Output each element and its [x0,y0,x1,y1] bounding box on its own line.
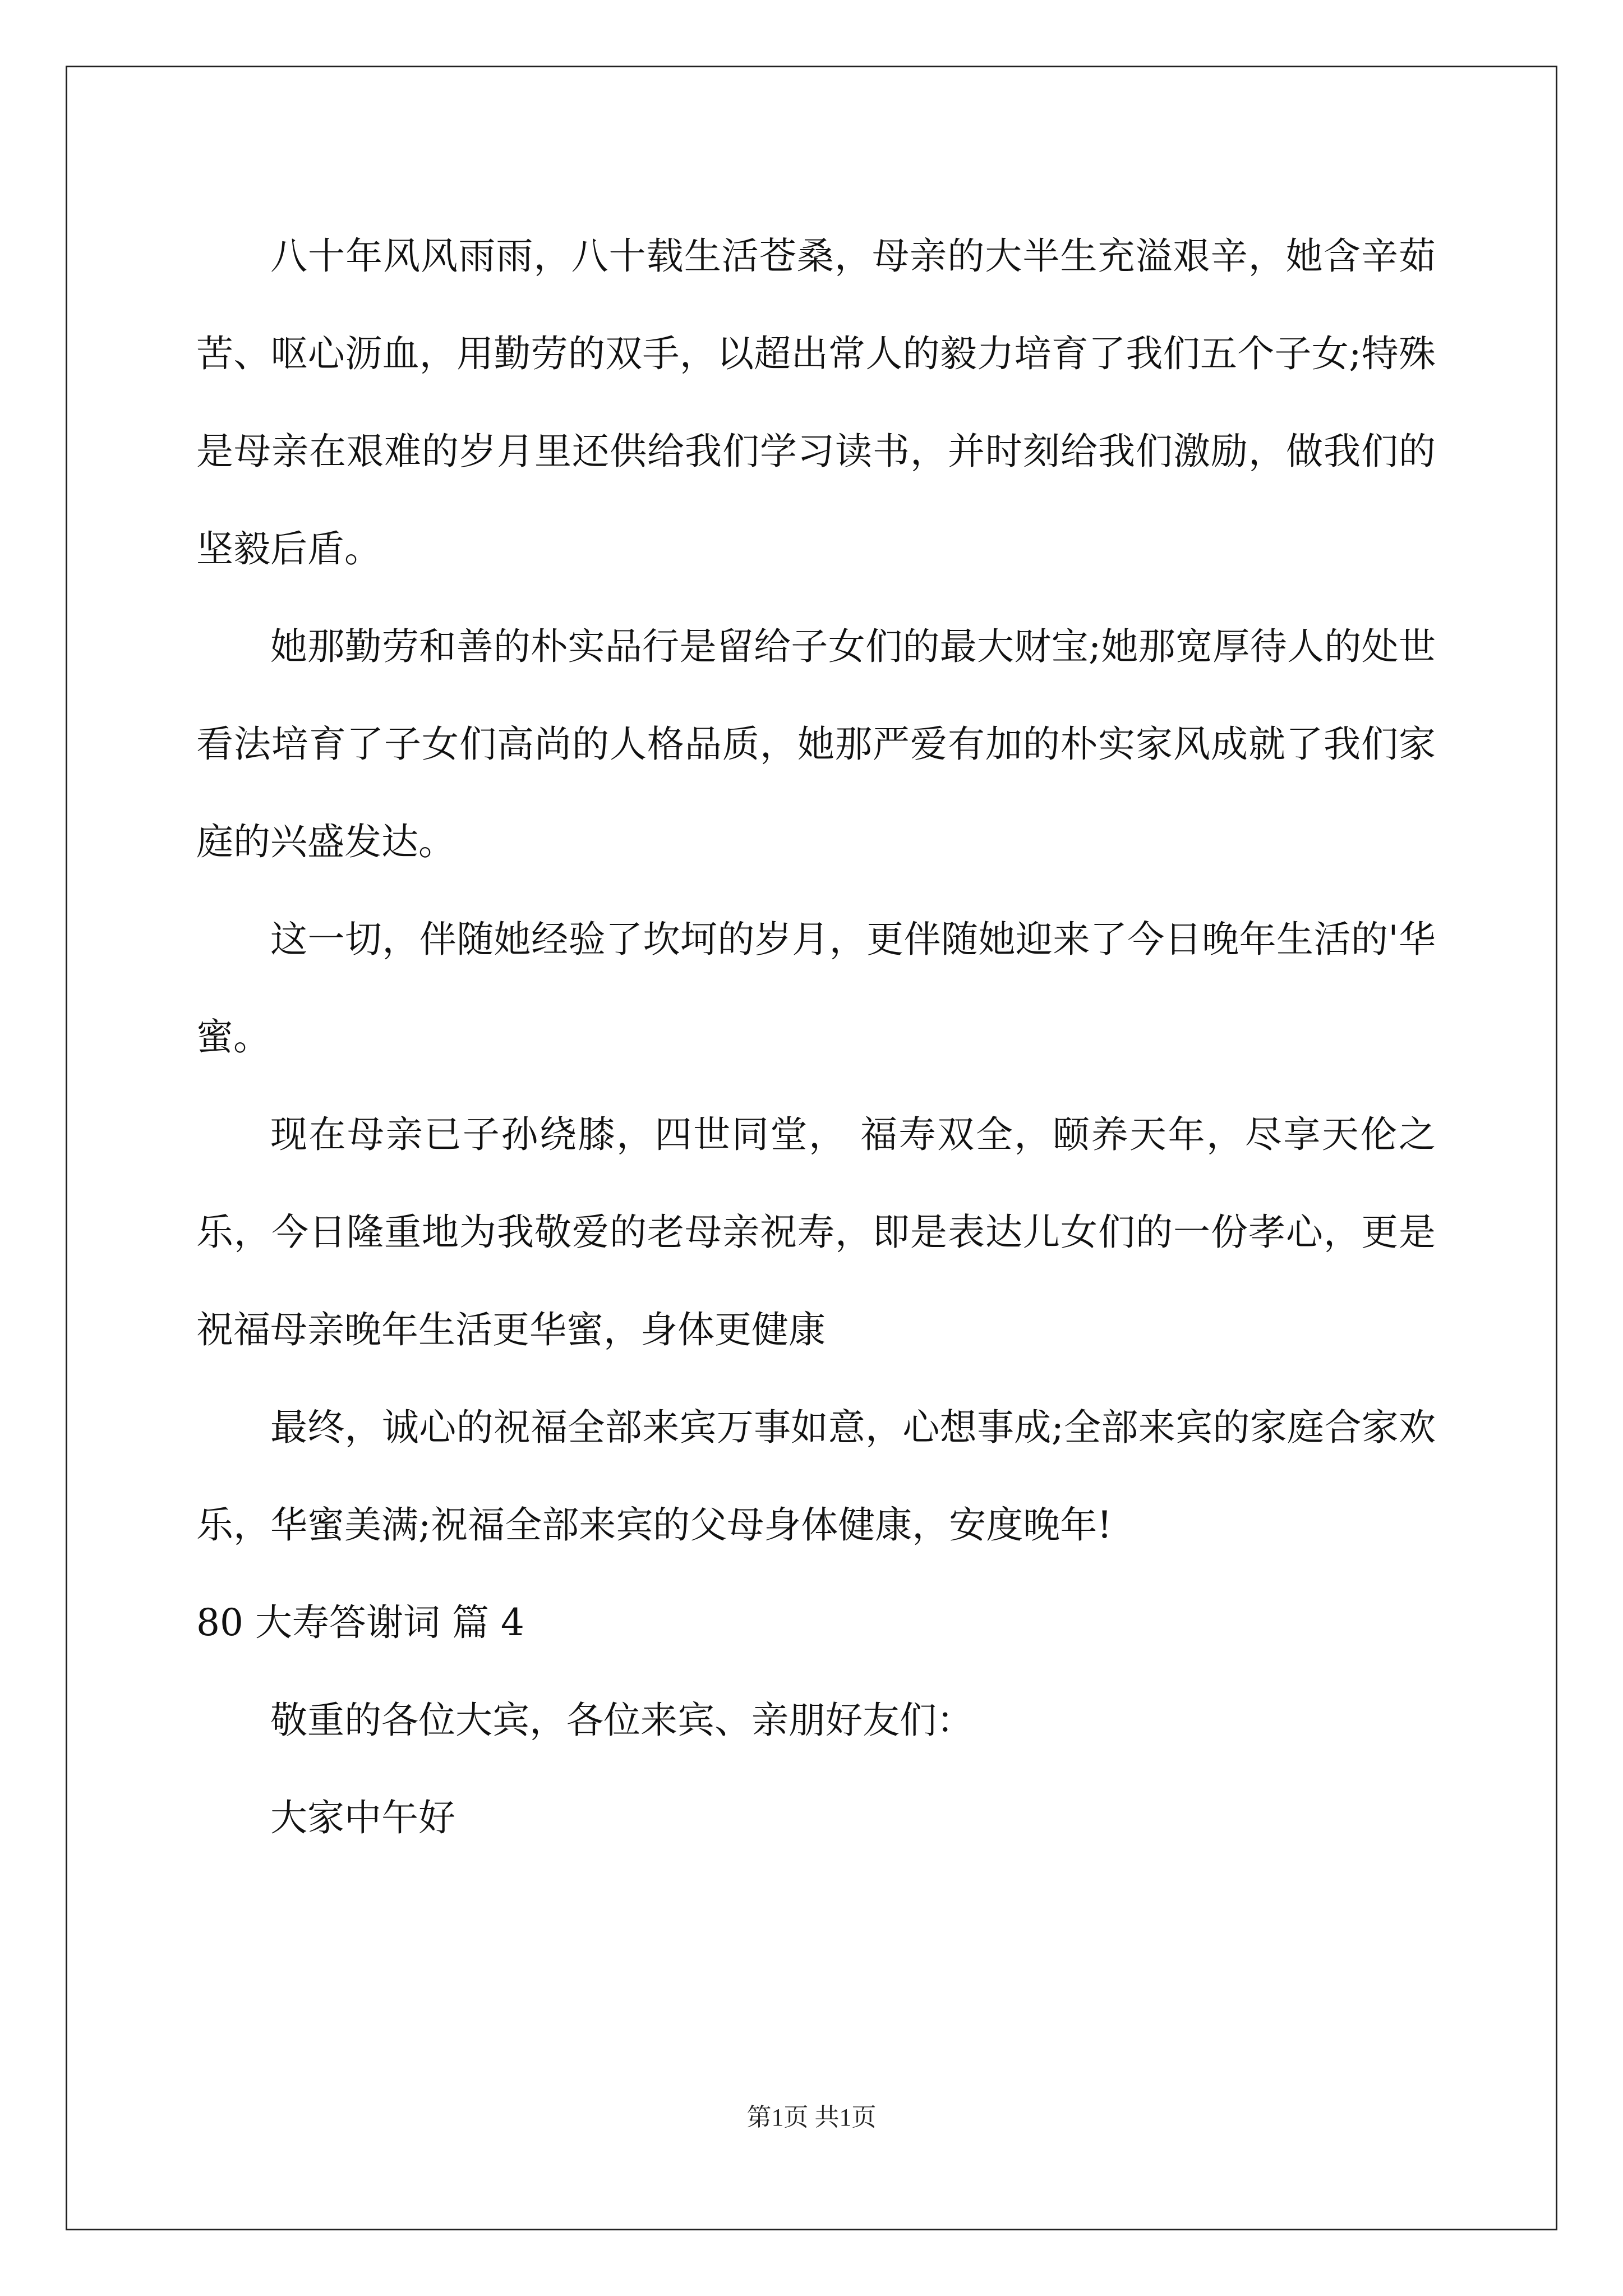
paragraph-5: 最终，诚心的祝福全部来宾万事如意，心想事成;全部来宾的家庭合家欢乐，华蜜美满;祝福全部来宾的父母身体健康，安度晚年! [196,1406,1436,1547]
document-body [196,208,1436,1867]
paragraph-4: 现在母亲已子孙绕膝，四世同堂， 福寿双全，颐养天年，尽享天伦之乐，今日隆重地为我敬爱的老母亲祝寿，即是表达儿女们的一份孝心，更是祝福母亲晚年生活更华蜜，身体更健康 [196,1113,1436,1351]
paragraph-2: 她那勤劳和善的朴实品行是留给子女们的最大财宝;她那宽厚待人的处世看法培育了子女们高尚的人格品质，她那严爱有加的朴实家风成就了我们家庭的兴盛发达。 [196,625,1436,863]
greeting-paragraph: 敬重的各位大宾，各位来宾、亲朋好友们： [270,1699,974,1742]
paragraph-1: 八十年风风雨雨，八十载生活苍桑，母亲的大半生充溢艰辛，她含辛茹苦、呕心沥血，用勤劳的双手，以超出常人的毅力培育了我们五个子女;特殊是母亲在艰难的岁月里还供给我们学习读书，并时刻给我们激励，做我们的坚毅后盾。 [196,234,1436,570]
section-heading: 80 大寿答谢词 篇 4 [196,1601,524,1644]
greeting-line: 大家中午好 [270,1796,455,1839]
page-footer: 第1页 共1页 [746,2104,877,2131]
paragraph-3: 这一切，伴随她经验了坎坷的岁月，更伴随她迎来了今日晚年生活的'华蜜。 [196,918,1436,1059]
